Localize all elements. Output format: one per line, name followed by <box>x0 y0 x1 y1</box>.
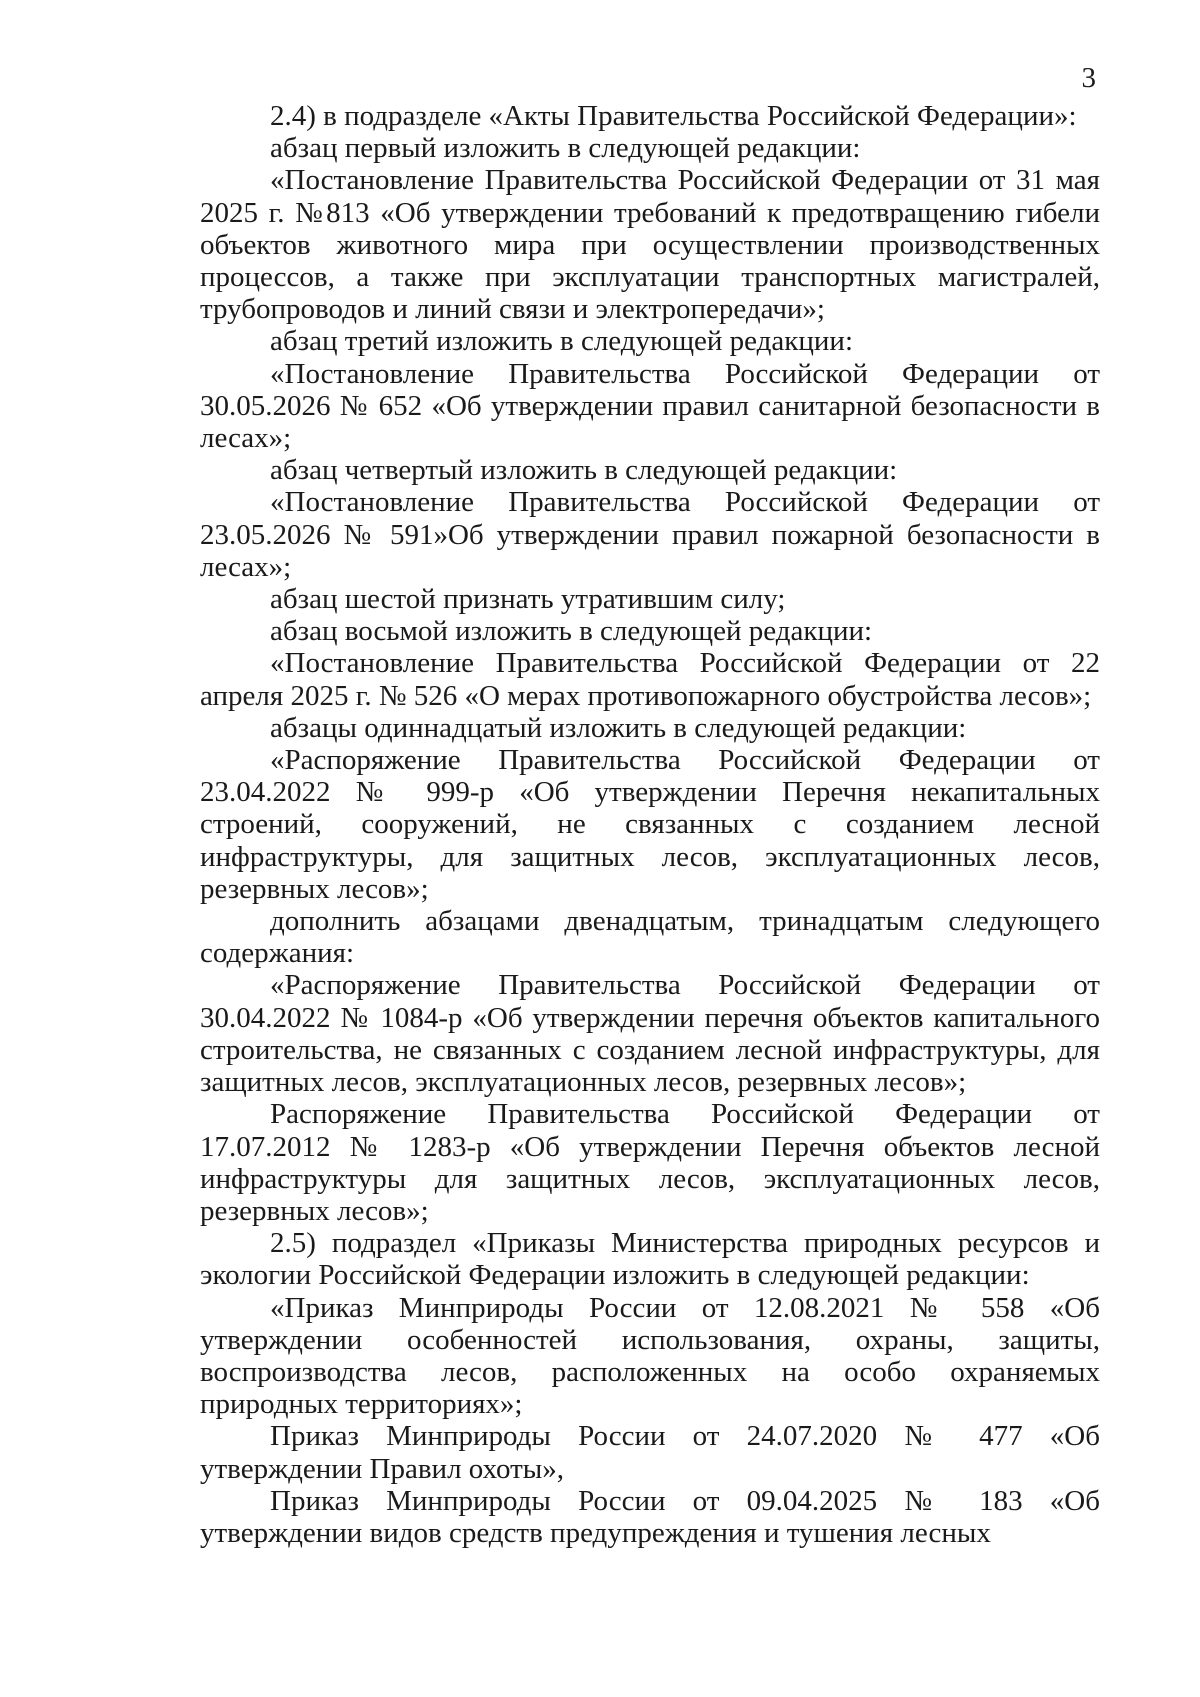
paragraph-ministry-order: Приказ Минприроды России от 09.04.2025 № 183 «Об утверждении видов средств предупреждения и тушения лесных <box>200 1484 1100 1549</box>
paragraph-instruction: абзацы одиннадцатый изложить в следующей редакции: <box>270 711 967 744</box>
paragraph-instruction: абзац шестой признать утратившим силу; <box>270 583 786 616</box>
paragraph-instruction: абзац третий изложить в следующей редакции: <box>270 325 854 358</box>
paragraph-order: «Распоряжение Правительства Российской Федерации от 23.04.2022 № 999-р «Об утверждении Перечня некапитальных строений, сооружений, не связанных с созданием лесной инфраструктуры, для защитных лесов, эксплуатационных лесов, резервных лесов»; <box>200 744 1100 905</box>
paragraph-instruction: абзац первый изложить в следующей редакции: <box>270 132 861 165</box>
page-number: 3 <box>1081 62 1096 94</box>
paragraph-resolution: «Постановление Правительства Российской Федерации от 30.05.2026 № 652 «Об утверждении правил санитарной безопасности в лесах»; <box>200 357 1100 455</box>
paragraph-2-5-heading: 2.5) подраздел «Приказы Министерства природных ресурсов и экологии Российской Федерации изложить в следующей редакции: <box>200 1227 1100 1292</box>
paragraph-resolution: «Постановление Правительства Российской Федерации от 23.05.2026 № 591»Об утверждении правил пожарной безопасности в лесах»; <box>200 486 1100 583</box>
paragraph-instruction: дополнить абзацами двенадцатым, тринадцатым следующего содержания: <box>200 905 1100 970</box>
paragraph-ministry-order: «Приказ Минприроды России от 12.08.2021 № 558 «Об утверждении особенностей использования, охраны, защиты, воспроизводства лесов, расположенных на особо охраняемых природных территориях»; <box>200 1291 1100 1421</box>
paragraph-ministry-order: Приказ Минприроды России от 24.07.2020 № 477 «Об утверждении Правил охоты», <box>200 1420 1100 1485</box>
paragraph-resolution: «Постановление Правительства Российской Федерации от 22 апреля 2025 г. № 526 «О мерах противопожарного обустройства лесов»; <box>200 647 1100 712</box>
paragraph-order: Распоряжение Правительства Российской Федерации от 17.07.2012 № 1283-р «Об утверждении Перечня объектов лесной инфраструктуры для защитных лесов, эксплуатационных лесов, резервных лесов»; <box>200 1098 1100 1227</box>
document-body <box>200 100 1100 1549</box>
paragraph-order: «Распоряжение Правительства Российской Федерации от 30.04.2022 № 1084-р «Об утверждении перечня объектов капитального строительства, не связанных с созданием лесной инфраструктуры, для защитных лесов, эксплуатационных лесов, резервных лесов»; <box>200 969 1100 1099</box>
paragraph-instruction: абзац четвертый изложить в следующей редакции: <box>270 454 898 487</box>
paragraph-2-4-heading: 2.4) в подразделе «Акты Правительства Российской Федерации»: <box>270 100 1077 132</box>
paragraph-instruction: абзац восьмой изложить в следующей редакции: <box>270 615 873 648</box>
paragraph-resolution: «Постановление Правительства Российской Федерации от 31 мая 2025 г. №813 «Об утверждении требований к предотвращению гибели объектов животного мира при осуществлении производственных процессов, а также при эксплуатации транспортных магистралей, трубопроводов и линий связи и электропередачи»; <box>200 164 1100 326</box>
